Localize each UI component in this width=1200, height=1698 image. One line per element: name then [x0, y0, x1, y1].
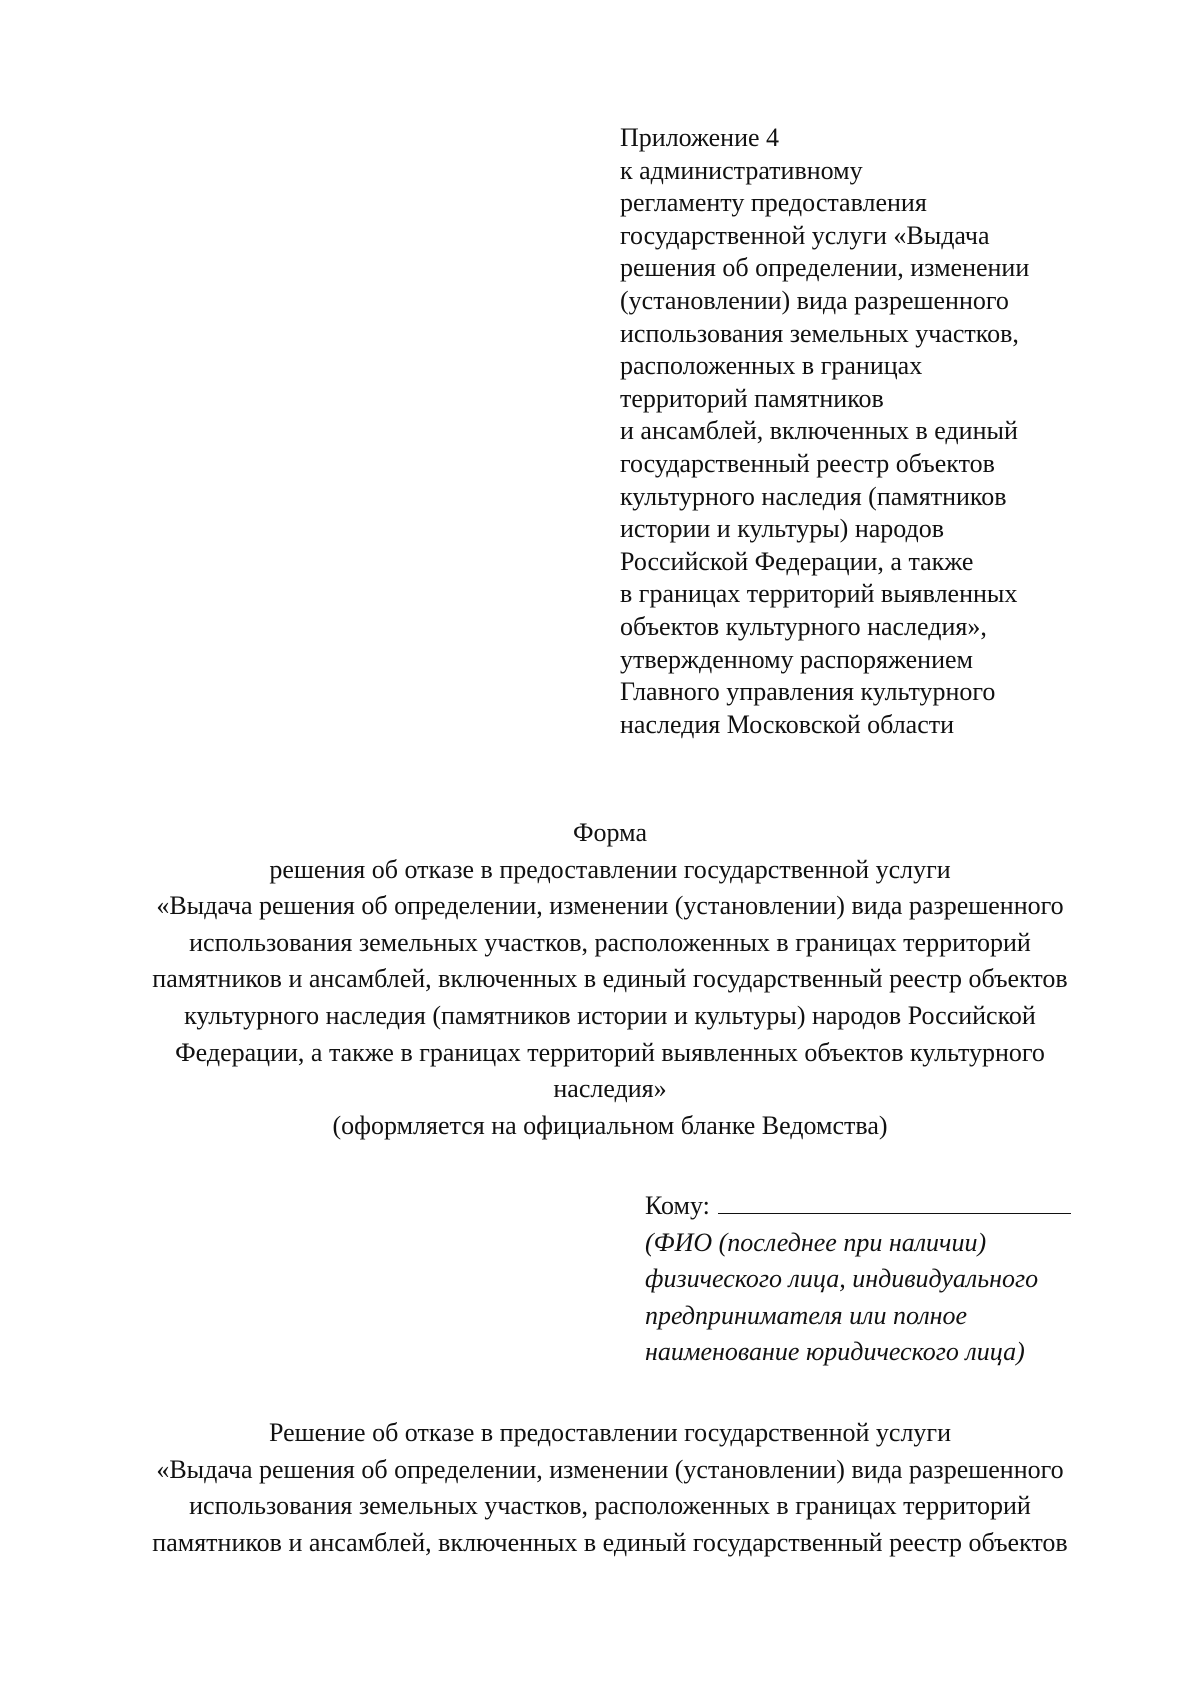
appendix-line: государственной услуги «Выдача [620, 220, 990, 250]
appendix-line: истории и культуры) народов [620, 514, 945, 544]
form-title-line: Федерации, а также в границах территорий выявленных объектов культурного [175, 1037, 1045, 1067]
form-title-line: памятников и ансамблей, включенных в единый государственный реестр объектов [152, 964, 1068, 994]
appendix-line: и ансамблей, включенных в единый [620, 416, 1018, 446]
appendix-line: (установлении) вида разрешенного [620, 285, 1009, 315]
appendix-line: Российской Федерации, а также [620, 546, 974, 576]
decision-title-line: «Выдача решения об определении, изменении (установлении) вида разрешенного [156, 1454, 1064, 1484]
form-subtitle-note: (оформляется на официальном бланке Ведомства) [332, 1110, 888, 1140]
recipient-hint-line: физического лица, индивидуального [645, 1264, 1039, 1294]
recipient-hint-line: наименование юридического лица) [645, 1337, 1025, 1367]
form-title-line: наследия» [553, 1074, 667, 1104]
appendix-line: Главного управления культурного [620, 677, 996, 707]
appendix-line: утвержденному распоряжением [620, 644, 973, 674]
recipient-hint-line: предпринимателя или полное [645, 1300, 968, 1330]
appendix-line: государственный реестр объектов [620, 448, 995, 478]
appendix-line: решения об определении, изменении [620, 253, 1030, 283]
appendix-line: регламенту предоставления [620, 188, 927, 218]
appendix-line: использования земельных участков, [620, 318, 1019, 348]
recipient-blank-line[interactable] [718, 1187, 1071, 1214]
form-title-line: культурного наследия (памятников истории и культуры) народов Российской [184, 1000, 1036, 1030]
appendix-header [620, 122, 1140, 741]
recipient-hint-line: (ФИО (последнее при наличии) [645, 1227, 987, 1257]
form-title-line: Форма [573, 818, 647, 847]
form-title-line: использования земельных участков, расположенных в границах территорий [189, 927, 1031, 957]
appendix-line: в границах территорий выявленных [620, 579, 1018, 609]
recipient-block [645, 1187, 1145, 1371]
appendix-line: объектов культурного наследия», [620, 611, 987, 641]
appendix-line: к административному [620, 155, 863, 185]
recipient-label: Кому: [645, 1191, 710, 1220]
appendix-line: наследия Московской области [620, 709, 955, 739]
form-title [60, 815, 1160, 1144]
form-title-line: решения об отказе в предоставлении государственной услуги [269, 854, 951, 884]
recipient-row [645, 1187, 1145, 1225]
decision-title-line: использования земельных участков, расположенных в границах территорий [189, 1491, 1031, 1521]
appendix-line: расположенных в границах [620, 351, 923, 381]
form-title-line: «Выдача решения об определении, изменении (установлении) вида разрешенного [156, 891, 1064, 921]
decision-title [60, 1415, 1160, 1561]
decision-title-line: Решение об отказе в предоставлении государственной услуги [268, 1418, 952, 1447]
appendix-line: Приложение 4 [620, 123, 780, 152]
appendix-line: территорий памятников [620, 383, 884, 413]
appendix-line: культурного наследия (памятников [620, 481, 1007, 511]
decision-title-line: памятников и ансамблей, включенных в единый государственный реестр объектов [152, 1527, 1068, 1557]
